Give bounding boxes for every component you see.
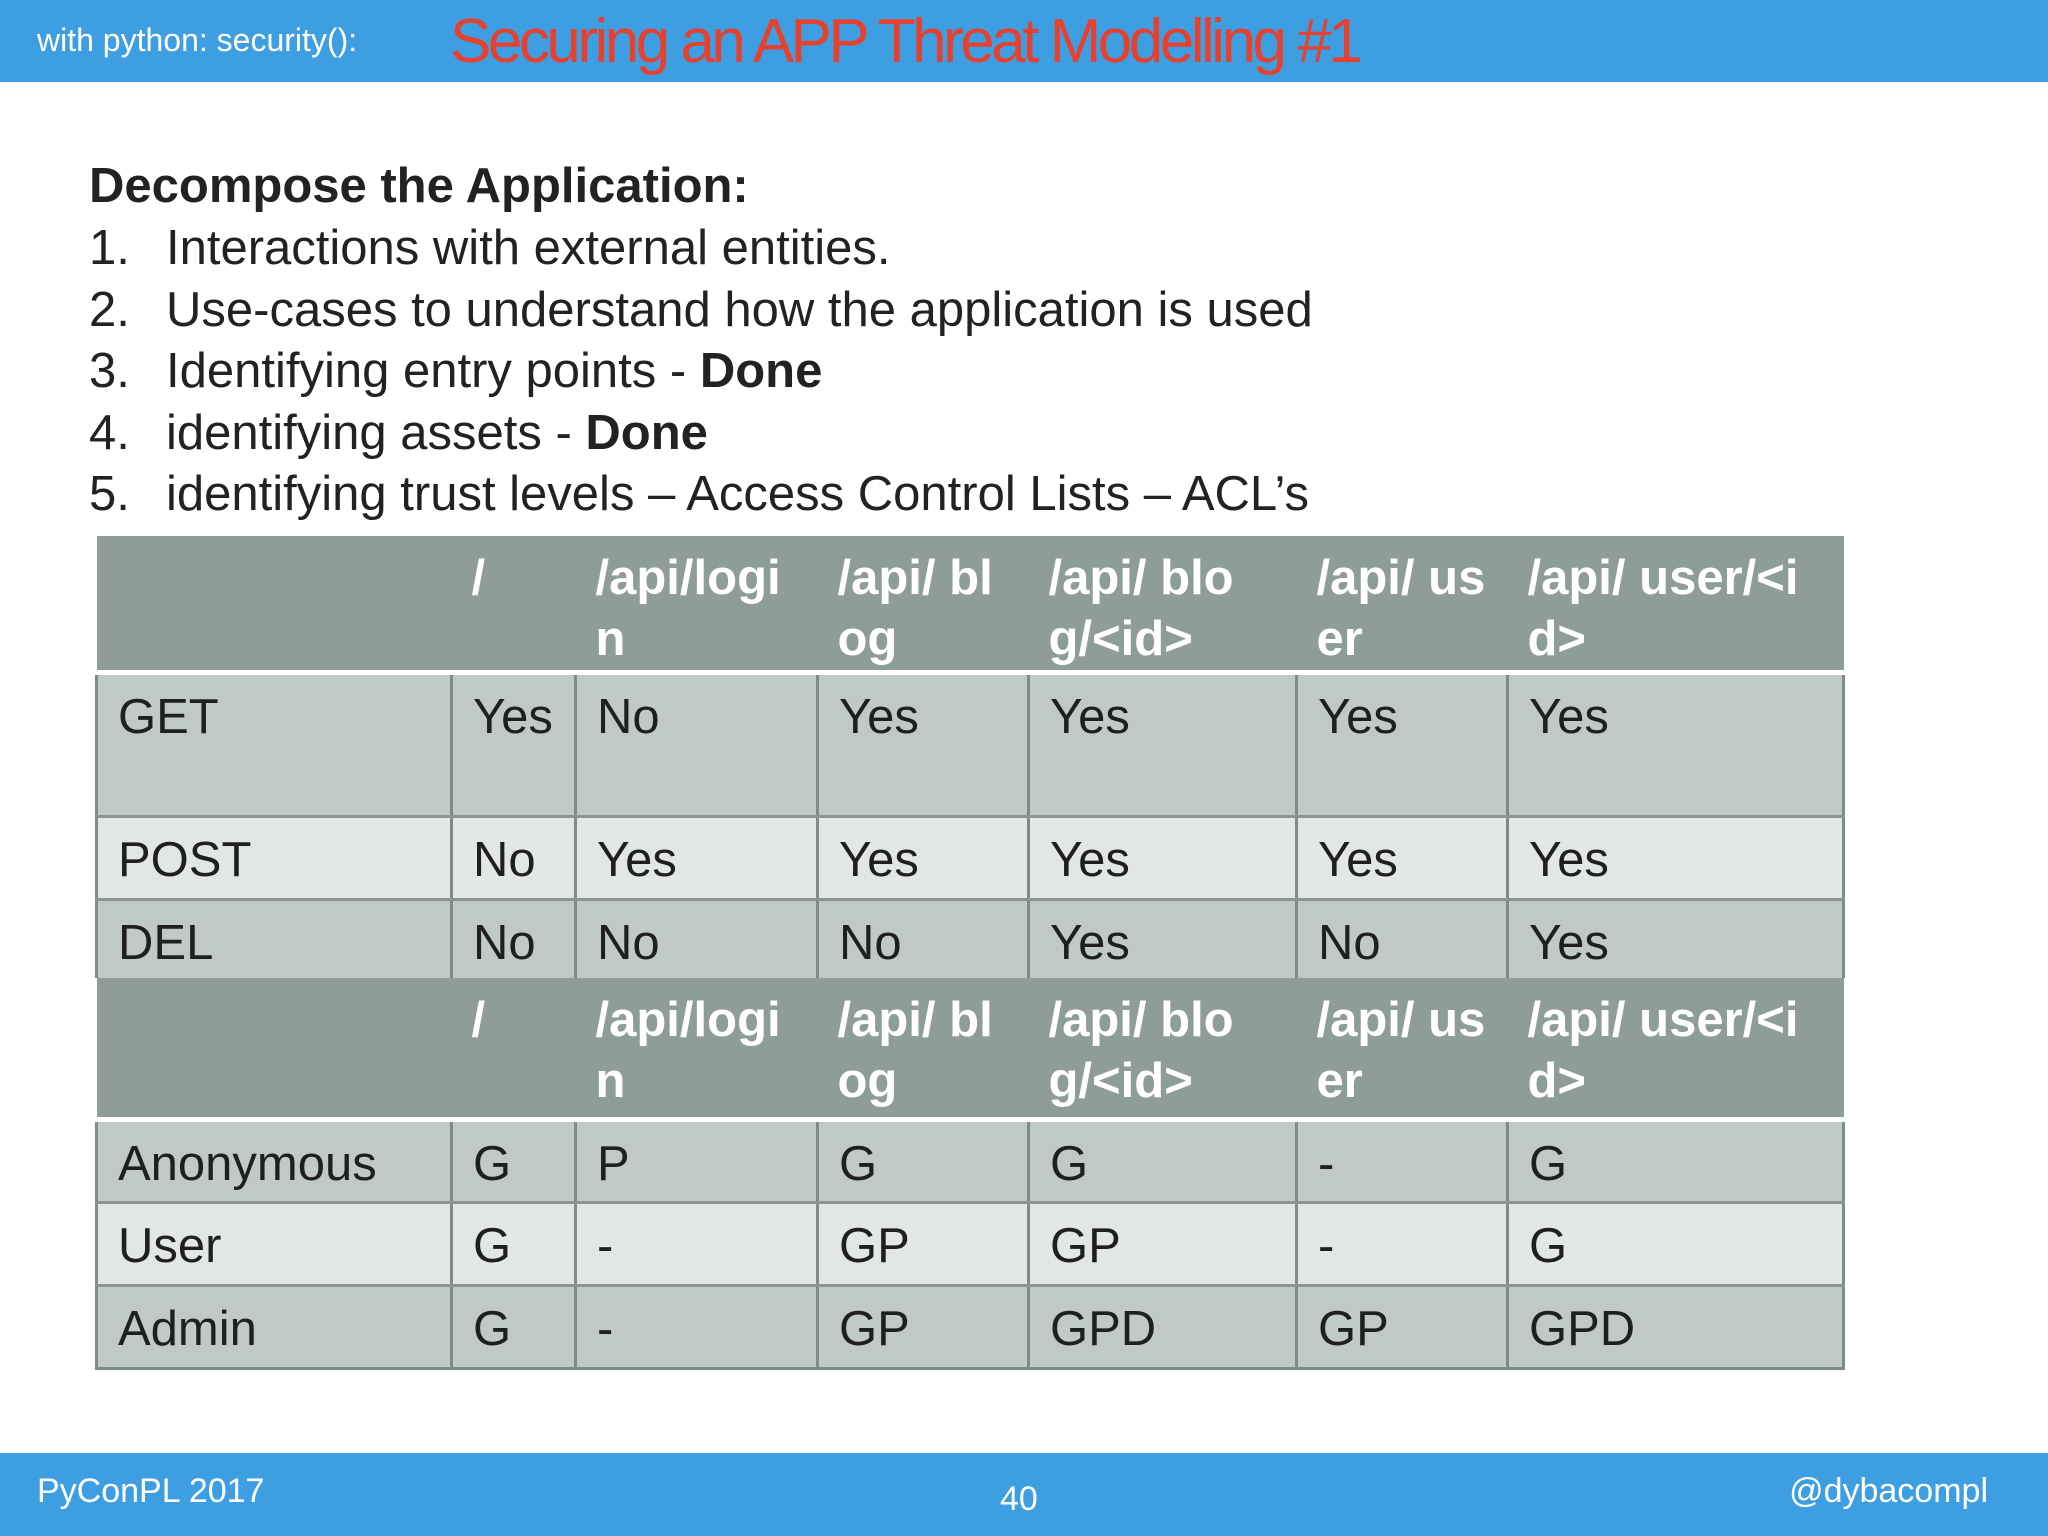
step-status: Done [699,344,823,398]
footer-bar [0,1453,2048,1536]
column-header: /api/login [576,536,818,673]
row-label: DEL [97,900,452,978]
table-cell: No [452,817,576,900]
table-cell: No [576,900,818,978]
column-header: /api/ blog/<id> [1029,978,1297,1120]
list-item [89,280,1313,342]
table-cell: G [1029,1120,1297,1203]
table-row [97,1286,1844,1369]
table-cell: - [1297,1203,1508,1286]
table-row [97,817,1844,900]
steps-list [89,218,1313,526]
table-row [97,900,1844,978]
table-cell: Yes [818,673,1029,817]
table-header-row [97,978,1844,1120]
column-header [97,978,452,1120]
step-number: 5. [89,467,130,521]
table-cell: Yes [1297,673,1508,817]
step-text: Use-cases to understand how the application is used [166,282,1313,337]
column-header: /api/ blog [818,536,1029,673]
table-cell: G [1508,1120,1844,1203]
table-cell: G [452,1120,576,1203]
column-header: /api/ blog [818,978,1029,1120]
column-header: / [452,536,576,673]
table-cell: - [576,1286,818,1369]
table-cell: No [818,900,1029,978]
table-cell: GP [818,1286,1029,1369]
table-cell: GP [818,1203,1029,1286]
table-cell: Yes [1029,817,1297,900]
column-header: / [452,978,576,1120]
list-item [89,464,1313,526]
step-status: Done [585,405,708,460]
list-item [89,341,1313,403]
table-cell: Yes [1508,900,1844,978]
step-number: 3. [89,344,130,398]
step-text: identifying trust levels – Access Control Lists – ACL’s [166,467,1309,521]
column-header: /api/login [576,978,818,1120]
table-cell: GP [1297,1286,1508,1369]
page-number: 40 [1000,1480,1038,1518]
footer-handle: @dybacompl [1789,1472,1988,1510]
step-text: identifying assets - [166,405,586,460]
table-cell: Yes [452,673,576,817]
table-cell: GP [1029,1203,1297,1286]
table-cell: GPD [1508,1286,1844,1369]
table-cell: Yes [1029,673,1297,817]
table-row [97,1203,1844,1286]
column-header: /api/ user [1297,536,1508,673]
table-row [97,673,1844,817]
table-cell: Yes [818,817,1029,900]
header-bar [0,0,2048,82]
table-cell: - [1297,1120,1508,1203]
row-label: Admin [97,1286,452,1369]
footer-conference: PyConPL 2017 [37,1472,265,1510]
step-number: 4. [89,405,130,460]
table-header-row [97,536,1844,673]
column-header [97,536,452,673]
row-label: Anonymous [97,1120,452,1203]
row-label: POST [97,817,452,900]
slide-title: Securing an APP Threat Modelling #1 [450,7,1360,76]
table-cell: Yes [1508,817,1844,900]
table-cell: GPD [1029,1286,1297,1369]
table-cell: Yes [1297,817,1508,900]
step-text: Identifying entry points - [166,344,700,398]
column-header: /api/ user/<id> [1508,536,1844,673]
step-text: Interactions with external entities. [166,221,891,275]
table-cell: Yes [1029,900,1297,978]
column-header: /api/ blog/<id> [1029,536,1297,673]
list-item [89,403,1313,465]
step-number: 1. [89,221,130,275]
table-cell: G [452,1286,576,1369]
row-label: GET [97,673,452,817]
table-cell: - [576,1203,818,1286]
table-cell: G [1508,1203,1844,1286]
table-cell: No [452,900,576,978]
table-cell: No [1297,900,1508,978]
column-header: /api/ user [1297,978,1508,1120]
table-cell: Yes [1508,673,1844,817]
step-number: 2. [89,282,130,337]
table-cell: Yes [576,817,818,900]
table-cell: G [818,1120,1029,1203]
table-cell: P [576,1120,818,1203]
column-header: /api/ user/<id> [1508,978,1844,1120]
list-item [89,218,1313,280]
table-row [97,1120,1844,1203]
table-cell: No [576,673,818,817]
row-label: User [97,1203,452,1286]
acl-table [95,536,1845,1370]
table-cell: G [452,1203,576,1286]
section-heading: Decompose the Application: [89,159,749,213]
header-subtitle: with python: security(): [37,22,358,58]
